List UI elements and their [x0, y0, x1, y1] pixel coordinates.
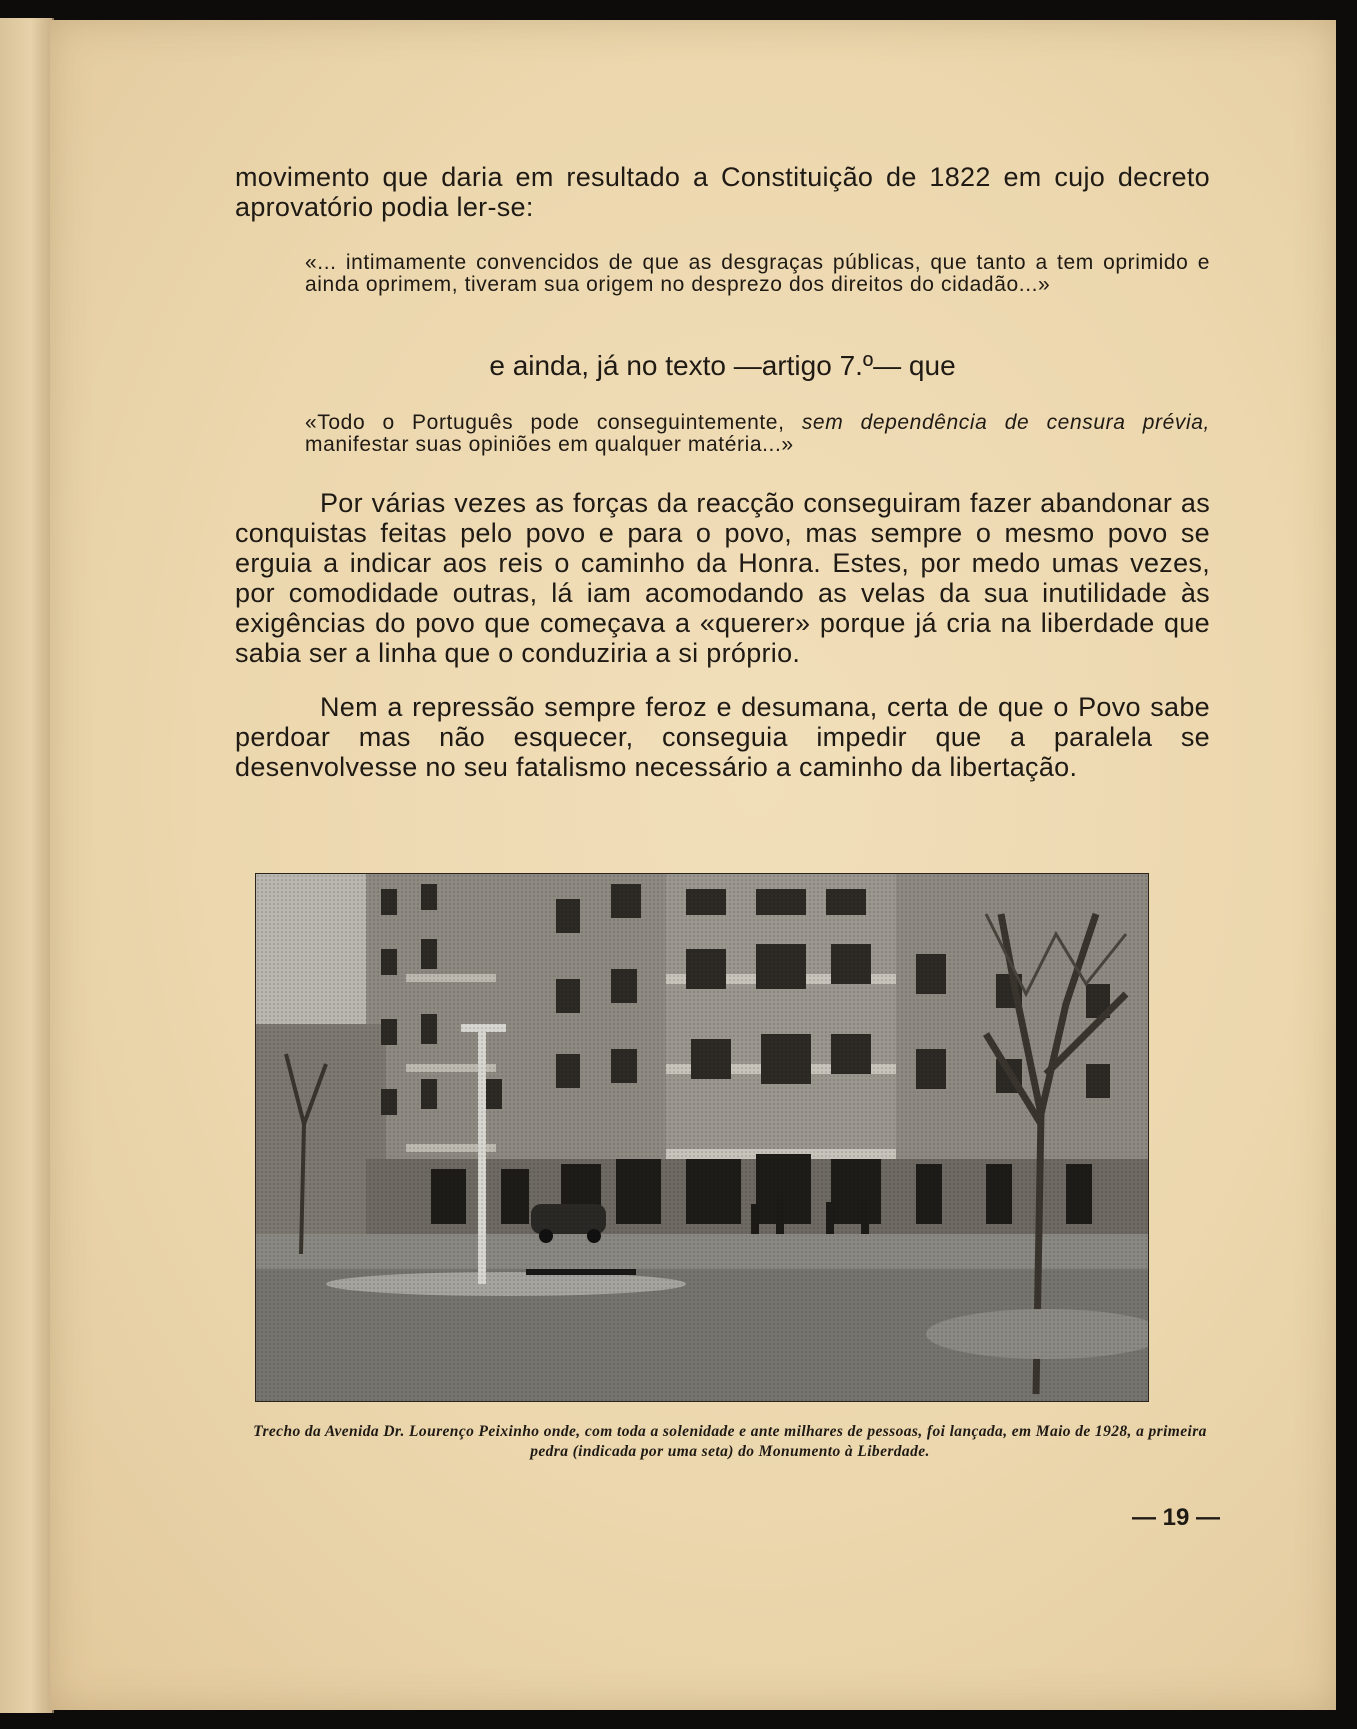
- quote-artigo: [305, 412, 1210, 456]
- paragraph-reaction: Por várias vezes as forças da reacção conseguiram fazer abandonar as conquistas feitas pelo povo e para o povo, mas sempre o mesmo povo se erguia a indicar aos reis o caminho da Honra. Estes, por medo umas vezes, por comodidade outras, lá iam acomodando as velas da sua inutilidade às exigências do povo que começava a «querer» porque já cria na liberdade que sabia ser a linha que o conduziria a si próprio.: [235, 488, 1210, 668]
- quote-artigo-end: manifestar suas opiniões em qualquer matéria...»: [305, 433, 794, 456]
- photo-caption: Trecho da Avenida Dr. Lourenço Peixinho onde, com toda a solenidade e ante milhares de pessoas, foi lançada, em Maio de 1928, a primeira pedra (indicada por uma seta) do Monumento à Liberdade.: [253, 1423, 1207, 1460]
- page-number: — 19 —: [1131, 1504, 1220, 1531]
- quote-decree: «... intimamente convencidos de que as desgraças públicas, que tanto a tem oprimido e ainda oprimem, tiveram sua origem no desprezo dos direitos do cidadão...»: [305, 251, 1210, 296]
- street-photograph-image: [256, 874, 1148, 1401]
- line-artigo: e ainda, já no texto —artigo 7.º— que: [489, 350, 956, 381]
- left-page-edge: [0, 18, 54, 1713]
- street-photograph: [255, 873, 1149, 1402]
- paragraph-intro: movimento que daria em resultado a Constituição de 1822 em cujo decreto aprovatório podia ler-se:: [235, 162, 1210, 222]
- paragraph-repression: Nem a repressão sempre feroz e desumana, certa de que o Povo sabe perdoar mas não esquecer, conseguia impedir que a paralela se desenvolvesse no seu fatalismo necessário a caminho da libertação.: [235, 692, 1210, 782]
- quote-artigo-italic: sem dependência de censura prévia,: [801, 411, 1210, 434]
- quote-artigo-start: «Todo o Português pode conseguintemente,: [305, 411, 802, 434]
- book-page: [50, 20, 1336, 1710]
